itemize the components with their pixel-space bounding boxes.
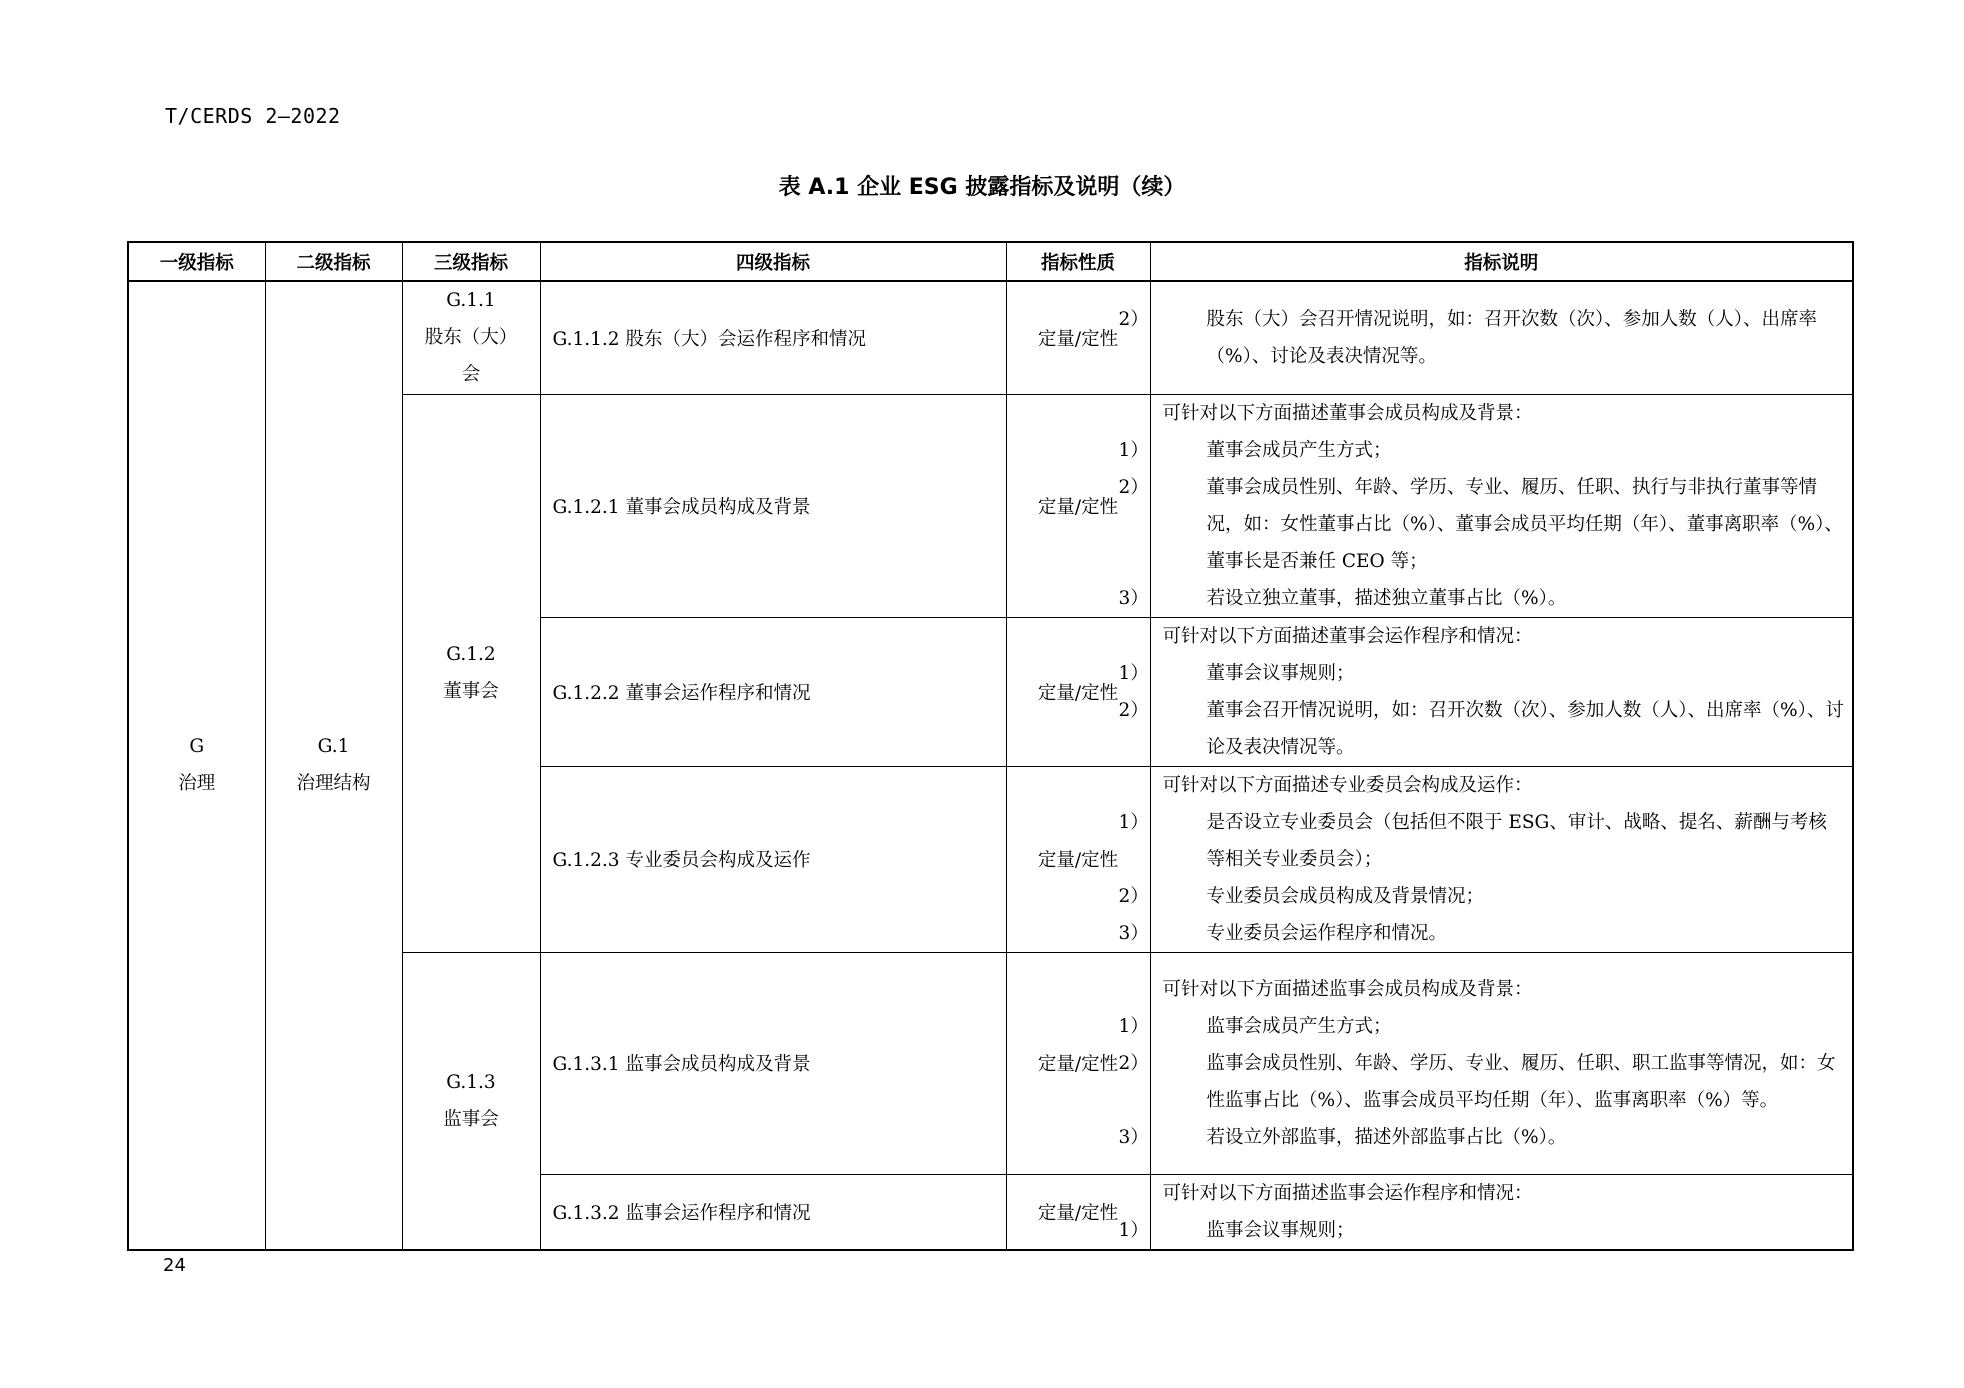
table-row xyxy=(128,281,1853,394)
description-intro: 可针对以下方面描述专业委员会构成及运作： xyxy=(1162,774,1533,796)
item-number: 2） xyxy=(1118,885,1149,907)
level4-indicator: G.1.1.2 股东（大）会运作程序和情况 xyxy=(540,281,1006,394)
description-item xyxy=(1118,1119,1845,1156)
indicator-description xyxy=(1118,394,1853,617)
level1-name: 治理 xyxy=(178,773,216,795)
item-number: 1） xyxy=(1118,811,1149,833)
level4-indicator: G.1.2.1 董事会成员构成及背景 xyxy=(540,394,1006,617)
item-text: 是否设立专业委员会（包括但不限于 ESG、审计、战略、提名、薪酬与考核等相关专业委员会）； xyxy=(1206,811,1827,870)
header-level4: 四级指标 xyxy=(540,242,1006,281)
item-number: 3） xyxy=(1118,1126,1149,1148)
header-description: 指标说明 xyxy=(1150,242,1853,281)
description-intro: 可针对以下方面描述董事会运作程序和情况： xyxy=(1162,625,1533,647)
item-number: 1） xyxy=(1118,439,1149,461)
indicator-description xyxy=(1118,1174,1853,1250)
description-item xyxy=(1118,1212,1845,1249)
indicator-description xyxy=(1118,617,1853,766)
description-intro: 可针对以下方面描述监事会成员构成及背景： xyxy=(1162,978,1533,1000)
document-code: T/CERDS 2—2022 xyxy=(165,104,341,128)
level3-code: G.1.1 xyxy=(446,290,496,312)
description-intro: 可针对以下方面描述董事会成员构成及背景： xyxy=(1162,402,1533,424)
header-level1: 一级指标 xyxy=(128,242,265,281)
description-item xyxy=(1118,432,1845,469)
header-level2: 二级指标 xyxy=(265,242,402,281)
level4-indicator: G.1.3.2 监事会运作程序和情况 xyxy=(540,1174,1006,1250)
level3-name: 监事会 xyxy=(443,1108,499,1130)
level3-name: 股东（大） xyxy=(424,327,518,349)
item-text: 若设立独立董事，描述独立董事占比（%）。 xyxy=(1206,587,1567,609)
item-text: 股东（大）会召开情况说明，如：召开次数（次）、参加人数（人）、出席率（%）、讨论及表决情况等。 xyxy=(1206,308,1818,367)
esg-indicator-table xyxy=(127,241,1854,1251)
indicator-description xyxy=(1118,952,1853,1174)
description-intro: 可针对以下方面描述监事会运作程序和情况： xyxy=(1162,1182,1533,1204)
item-number: 1） xyxy=(1118,1219,1149,1241)
indicator-nature: 定量/定性 xyxy=(1006,281,1150,394)
description-item xyxy=(1118,878,1845,915)
description-item xyxy=(1118,1045,1845,1119)
level3-name: 董事会 xyxy=(443,681,499,702)
level4-indicator: G.1.3.1 监事会成员构成及背景 xyxy=(540,952,1006,1174)
item-number: 2） xyxy=(1118,476,1149,498)
item-number: 1） xyxy=(1118,1015,1149,1037)
description-item xyxy=(1118,301,1845,375)
table-header-row xyxy=(128,242,1853,281)
level3-code: G.1.2 xyxy=(446,644,496,665)
description-item xyxy=(1118,692,1845,766)
level2-code: G.1 xyxy=(317,736,350,758)
indicator-nature: 定量/定性 xyxy=(1006,394,1150,617)
table-title: 表 A.1 企业 ESG 披露指标及说明（续） xyxy=(778,175,1186,200)
level2-name: 治理结构 xyxy=(296,773,371,795)
description-item xyxy=(1118,1008,1845,1045)
item-text: 若设立外部监事，描述外部监事占比（%）。 xyxy=(1206,1126,1567,1148)
level4-indicator: G.1.2.2 董事会运作程序和情况 xyxy=(540,617,1006,766)
level1-code: G xyxy=(189,736,205,758)
level3-code: G.1.3 xyxy=(446,1071,496,1093)
description-item xyxy=(1118,655,1845,692)
header-level3: 三级指标 xyxy=(402,242,540,281)
description-item xyxy=(1118,915,1845,952)
indicator-nature: 定量/定性 xyxy=(1006,952,1150,1174)
item-text: 董事会召开情况说明，如：召开次数（次）、参加人数（人）、出席率（%）、讨论及表决情况等。 xyxy=(1206,699,1844,758)
item-number: 2） xyxy=(1118,699,1149,721)
item-number: 3） xyxy=(1118,587,1149,609)
item-text: 监事会成员性别、年龄、学历、专业、履历、任职、职工监事等情况，如：女性监事占比（%）、监事会成员平均任期（年）、监事离职率（%）等。 xyxy=(1206,1052,1836,1111)
indicator-description xyxy=(1118,766,1853,952)
page-number: 24 xyxy=(163,1255,186,1276)
item-text: 董事会成员产生方式； xyxy=(1206,439,1392,461)
item-text: 董事会议事规则； xyxy=(1206,662,1355,684)
description-item xyxy=(1118,469,1845,580)
level3-cell xyxy=(402,394,540,952)
item-text: 监事会议事规则； xyxy=(1206,1219,1355,1241)
item-text: 监事会成员产生方式； xyxy=(1206,1015,1392,1037)
indicator-nature: 定量/定性 xyxy=(1006,617,1150,766)
level3-cell xyxy=(402,281,540,394)
indicator-nature: 定量/定性 xyxy=(1006,1174,1150,1250)
indicator-description xyxy=(1118,281,1853,394)
description-item xyxy=(1118,580,1845,617)
header-nature: 指标性质 xyxy=(1006,242,1150,281)
item-text: 专业委员会运作程序和情况。 xyxy=(1206,922,1448,944)
item-number: 2） xyxy=(1118,308,1149,330)
item-number: 3） xyxy=(1118,922,1149,944)
description-item xyxy=(1118,804,1845,878)
level4-indicator: G.1.2.3 专业委员会构成及运作 xyxy=(540,766,1006,952)
item-text: 专业委员会成员构成及背景情况； xyxy=(1206,885,1485,907)
indicator-nature: 定量/定性 xyxy=(1006,766,1150,952)
level2-cell xyxy=(265,281,402,1250)
level3-name-cont: 会 xyxy=(461,364,481,386)
item-number: 1） xyxy=(1118,662,1149,684)
item-text: 董事会成员性别、年龄、学历、专业、履历、任职、执行与非执行董事等情况，如：女性董事占比（%）、董事会成员平均任期（年）、董事离职率（%）、董事长是否兼任 CEO 等； xyxy=(1206,476,1843,572)
level1-cell xyxy=(128,281,265,1250)
level3-cell xyxy=(402,952,540,1250)
item-number: 2） xyxy=(1118,1052,1149,1074)
